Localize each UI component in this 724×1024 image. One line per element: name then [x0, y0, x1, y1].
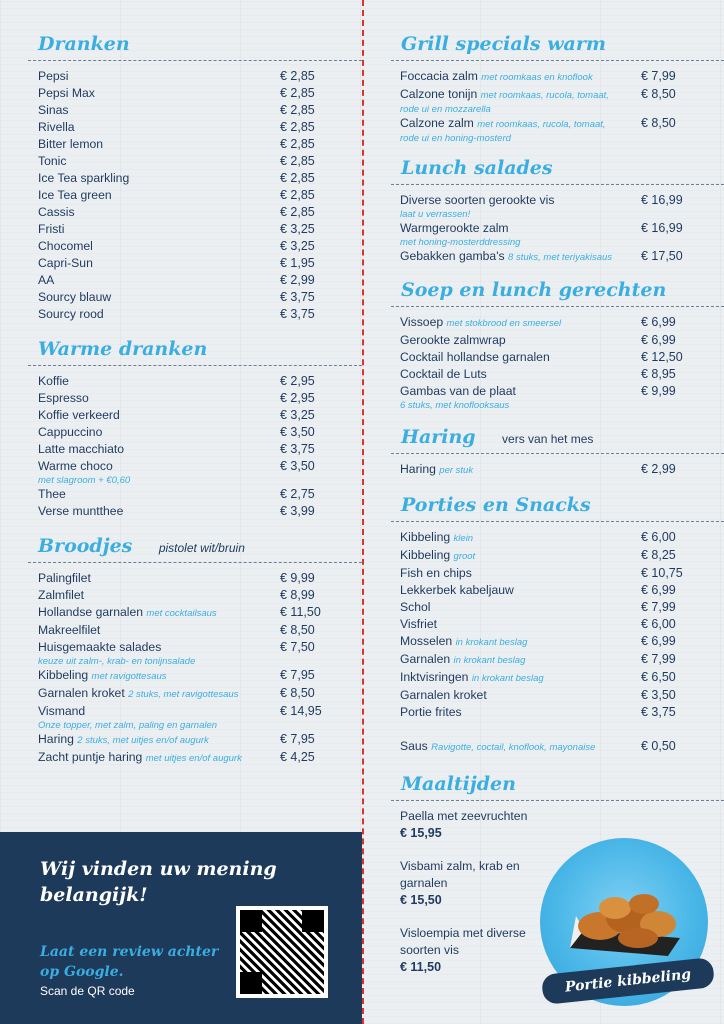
item-price: € 2,85: [280, 205, 315, 219]
item-name: Ice Tea sparkling: [38, 171, 130, 185]
scan-text: Scan de QR code: [40, 984, 135, 998]
item-name: Huisgemaakte salades: [38, 640, 162, 654]
item-price: € 7,95: [280, 668, 315, 682]
item-price: € 8,50: [280, 686, 315, 700]
review-title: Wij vinden uw mening belangijk!: [40, 858, 277, 906]
item-note: klein: [453, 533, 474, 544]
item-name: Haring: [38, 732, 74, 746]
menu-item: [363, 68, 724, 86]
section-title: Grill specials warm: [401, 33, 606, 55]
review-cta: Laat een review achter op Google.: [40, 944, 219, 980]
item-name: Koffie verkeerd: [38, 408, 120, 422]
item-name: Thee: [38, 487, 66, 501]
menu-item: [0, 749, 362, 767]
left-column: [0, 0, 362, 767]
item-price: € 3,75: [280, 290, 315, 304]
section-title: Haring: [401, 426, 476, 448]
item-price: € 2,85: [280, 103, 315, 117]
item-name: Fish en chips: [400, 566, 472, 580]
menu-item: [0, 486, 362, 503]
item-price: € 7,95: [280, 732, 315, 746]
item-price: € 6,99: [641, 634, 676, 648]
section-title: Lunch salades: [401, 157, 553, 179]
item-name: Sinas: [38, 103, 69, 117]
item-subnote: Onze topper, met zalm, paling en garnalen: [38, 720, 218, 731]
item-price: € 2,85: [280, 69, 315, 83]
section-subtitle: vers van het mes: [502, 432, 594, 446]
item-name: Calzone zalm: [400, 116, 474, 130]
item-price: € 2,95: [280, 391, 315, 405]
item-name: Gebakken gamba's: [400, 249, 505, 263]
item-name: Latte macchiato: [38, 442, 125, 456]
item-subnote: met slagroom + €0,60: [38, 475, 131, 486]
menu-item: [0, 503, 362, 520]
divider: [391, 800, 724, 801]
menu-item: [363, 220, 724, 248]
item-price: € 11,50: [280, 605, 321, 619]
item-name: Lekkerbek kabeljauw: [400, 583, 514, 597]
item-name: Visbami zalm, krab en garnalen: [400, 859, 520, 890]
menu-item: [363, 599, 724, 616]
item-price: € 2,85: [280, 86, 315, 100]
item-price: € 3,75: [280, 307, 315, 321]
item-price: € 8,50: [641, 87, 676, 101]
item-note: in krokant beslag: [453, 655, 526, 666]
item-price: € 6,99: [641, 583, 676, 597]
qr-code[interactable]: [236, 906, 328, 998]
item-price: € 2,85: [280, 120, 315, 134]
item-note: 2 stuks, met ravigottesaus: [128, 689, 239, 700]
item-price: € 6,99: [641, 333, 676, 347]
item-price: € 15,95: [400, 826, 442, 840]
item-name: Kibbeling: [400, 548, 451, 562]
item-price: € 6,50: [641, 670, 676, 684]
divider: [391, 184, 724, 185]
item-note: met ravigottesaus: [91, 671, 167, 682]
menu-item: [363, 633, 724, 651]
item-price: € 15,50: [400, 893, 442, 907]
item-price: € 10,75: [641, 566, 683, 580]
item-price: € 2,85: [280, 154, 315, 168]
menu-item: [363, 115, 724, 144]
item-subnote: laat u verrassen!: [400, 209, 471, 220]
item-price: € 3,75: [641, 705, 676, 719]
item-name: Haring: [400, 462, 436, 476]
item-subnote: keuze uit zalm-, krab- en tonijnsalade: [38, 656, 196, 667]
item-name: Pepsi Max: [38, 86, 95, 100]
item-note: met roomkaas en knoflook: [481, 72, 593, 83]
item-price: € 7,99: [641, 652, 676, 666]
menu-item: [0, 373, 362, 390]
section-title: Dranken: [38, 33, 130, 55]
item-name: Garnalen kroket: [38, 686, 125, 700]
menu-item: [0, 424, 362, 441]
item-note: met uitjes en/of augurk: [145, 753, 242, 764]
item-note: 2 stuks, met uitjes en/of augurk: [77, 735, 209, 746]
menu-item: [0, 170, 362, 187]
menu-item: [363, 248, 724, 266]
section-haring: [363, 423, 724, 479]
item-price: € 9,99: [641, 384, 676, 398]
item-price: € 17,50: [641, 249, 683, 263]
item-price: € 3,50: [641, 688, 676, 702]
item-subnote: 6 stuks, met knoflooksaus: [400, 400, 510, 411]
item-note: in krokant beslag: [455, 637, 528, 648]
item-price: € 6,99: [641, 315, 676, 329]
item-price: € 8,95: [641, 367, 676, 381]
item-name: Garnalen kroket: [400, 688, 487, 702]
item-price: € 1,95: [280, 256, 315, 270]
menu-item: [363, 383, 724, 411]
section-title: Maaltijden: [401, 773, 516, 795]
menu-item-saus: [363, 738, 724, 756]
section-grill-specials: [363, 30, 724, 144]
menu-item: [0, 407, 362, 424]
menu-item: [0, 238, 362, 255]
item-name: Zalmfilet: [38, 588, 85, 602]
item-price: € 2,85: [280, 137, 315, 151]
photo-banner: Portie kibbeling: [541, 957, 715, 1005]
item-price: € 2,75: [280, 487, 315, 501]
item-name: Fristi: [38, 222, 65, 236]
item-price: € 8,50: [641, 116, 676, 130]
item-note: 8 stuks, met teriyakisaus: [508, 252, 613, 263]
item-price: € 3,25: [280, 408, 315, 422]
item-price: € 7,50: [280, 640, 315, 654]
menu-item: [363, 651, 724, 669]
item-name: Cocktail de Luts: [400, 367, 487, 381]
menu-item: [363, 547, 724, 565]
divider: [391, 306, 724, 307]
section-dranken: [0, 30, 362, 323]
item-name: Chocomel: [38, 239, 93, 253]
item-name: Espresso: [38, 391, 89, 405]
section-warme-dranken: [0, 335, 362, 520]
menu-item: [0, 187, 362, 204]
item-name: Saus: [400, 739, 428, 753]
item-price: € 16,99: [641, 221, 683, 235]
item-name: Pepsi: [38, 69, 69, 83]
item-price: € 11,50: [400, 960, 442, 974]
item-note: met roomkaas, rucola, tomaat,: [480, 90, 609, 101]
divider: [28, 365, 362, 366]
item-name: Garnalen: [400, 652, 451, 666]
menu-item: [0, 85, 362, 102]
item-name: Sourcy blauw: [38, 290, 112, 304]
kibbeling-photo: [540, 838, 712, 1010]
divider: [391, 453, 724, 454]
menu-item: [0, 119, 362, 136]
item-price: € 12,50: [641, 350, 683, 364]
review-panel: [0, 832, 362, 1024]
section-soep: [363, 276, 724, 411]
menu-item: [0, 221, 362, 238]
item-name: Vismand: [38, 704, 86, 718]
item-name: Vissoep: [400, 315, 444, 329]
section-broodjes: [0, 532, 362, 767]
item-price: € 8,50: [280, 623, 315, 637]
divider: [391, 521, 724, 522]
item-name: Tonic: [38, 154, 67, 168]
item-note: met roomkaas, rucola, tomaat,: [477, 119, 606, 130]
item-price: € 14,95: [280, 704, 322, 718]
item-price: € 2,99: [641, 462, 676, 476]
menu-item: [363, 529, 724, 547]
item-price: € 4,25: [280, 750, 315, 764]
menu-item: [0, 306, 362, 323]
menu-item: [0, 622, 362, 639]
item-name: Warmgerookte zalm: [400, 221, 509, 235]
item-name: Portie frites: [400, 705, 462, 719]
item-note: per stuk: [439, 465, 474, 476]
item-price: € 7,99: [641, 600, 676, 614]
section-title: Soep en lunch gerechten: [401, 279, 667, 301]
menu-item: [363, 565, 724, 582]
item-price: € 3,50: [280, 425, 315, 439]
item-name: Diverse soorten gerookte vis: [400, 193, 555, 207]
item-price: € 2,85: [280, 171, 315, 185]
menu-item: [363, 687, 724, 704]
menu-item: [0, 587, 362, 604]
item-name: Visfriet: [400, 617, 438, 631]
menu-item: [363, 349, 724, 366]
menu-item: [363, 86, 724, 115]
menu-item: [0, 102, 362, 119]
item-name: Calzone tonijn: [400, 87, 478, 101]
menu-item: [0, 639, 362, 667]
item-note: in krokant beslag: [471, 673, 544, 684]
item-name: Capri-Sun: [38, 256, 93, 270]
item-name: Schol: [400, 600, 431, 614]
item-price: € 7,99: [641, 69, 676, 83]
item-price: € 3,75: [280, 442, 315, 456]
item-price: € 6,00: [641, 617, 676, 631]
item-name: Verse muntthee: [38, 504, 124, 518]
item-subnote: rode ui en mozzarella: [400, 104, 491, 115]
item-note: met cocktailsaus: [146, 608, 217, 619]
item-name: Visloempia met diverse soorten vis: [400, 926, 526, 957]
menu-item: [363, 461, 724, 479]
item-price: € 0,50: [641, 739, 676, 753]
item-price: € 3,25: [280, 239, 315, 253]
item-price: € 8,25: [641, 548, 676, 562]
menu-item: [363, 332, 724, 349]
menu-item: [363, 616, 724, 633]
menu-item: [0, 685, 362, 703]
item-note: groot: [453, 551, 476, 562]
menu-item: [0, 604, 362, 622]
section-title: Porties en Snacks: [401, 494, 591, 516]
item-price: € 2,95: [280, 374, 315, 388]
item-name: Koffie: [38, 374, 69, 388]
divider: [391, 60, 724, 61]
divider: [28, 60, 362, 61]
item-price: € 6,00: [641, 530, 676, 544]
item-name: Gambas van de plaat: [400, 384, 516, 398]
menu-item: [0, 204, 362, 221]
menu-item: [0, 667, 362, 685]
item-name: Ice Tea green: [38, 188, 112, 202]
item-subnote: met honing-mosterddressing: [400, 237, 521, 248]
section-title: Broodjes: [38, 535, 133, 557]
item-note: Ravigotte, coctail, knoflook, mayonaise: [431, 742, 596, 753]
item-price: € 2,85: [280, 188, 315, 202]
divider: [28, 562, 362, 563]
item-name: Foccacia zalm: [400, 69, 478, 83]
item-price: € 3,50: [280, 459, 315, 473]
item-price: € 8,99: [280, 588, 315, 602]
item-name: Kibbeling: [400, 530, 451, 544]
item-name: Mosselen: [400, 634, 453, 648]
item-name: Warme choco: [38, 459, 113, 473]
item-name: Cassis: [38, 205, 75, 219]
meal-item: [400, 925, 540, 976]
menu-item: [0, 703, 362, 731]
item-name: Palingfilet: [38, 571, 91, 585]
qr-code-pattern-icon: [240, 910, 324, 994]
menu-item: [0, 153, 362, 170]
item-price: € 9,99: [280, 571, 315, 585]
item-price: € 3,25: [280, 222, 315, 236]
item-name: Kibbeling: [38, 668, 89, 682]
menu-item: [0, 272, 362, 289]
menu-item: [0, 68, 362, 85]
item-name: Hollandse garnalen: [38, 605, 144, 619]
item-price: € 3,99: [280, 504, 315, 518]
item-name: Makreelfilet: [38, 623, 101, 637]
section-lunch-salades: [363, 154, 724, 266]
menu-item: [0, 289, 362, 306]
menu-item: [363, 314, 724, 332]
item-name: Cocktail hollandse garnalen: [400, 350, 550, 364]
section-title: Warme dranken: [38, 338, 208, 360]
item-name: Rivella: [38, 120, 75, 134]
meal-item: [400, 808, 540, 842]
section-porties: [363, 491, 724, 756]
item-name: Bitter lemon: [38, 137, 104, 151]
menu-item: [0, 458, 362, 486]
meal-item: [400, 858, 540, 909]
menu-item: [0, 390, 362, 407]
menu-item: [0, 570, 362, 587]
item-name: Paella met zeevruchten: [400, 809, 528, 823]
menu-item: [0, 255, 362, 272]
menu-item: [363, 192, 724, 220]
item-subnote: rode ui en honing-mosterd: [400, 133, 511, 144]
item-name: AA: [38, 273, 55, 287]
menu-item: [363, 366, 724, 383]
menu-item: [0, 441, 362, 458]
item-price: € 16,99: [641, 193, 683, 207]
menu-item: [0, 136, 362, 153]
item-name: Sourcy rood: [38, 307, 104, 321]
menu-item: [363, 704, 724, 721]
item-name: Zacht puntje haring: [38, 750, 143, 764]
item-name: Inktvisringen: [400, 670, 469, 684]
item-name: Gerookte zalmwrap: [400, 333, 506, 347]
item-note: met stokbrood en smeersel: [446, 318, 562, 329]
item-name: Cappuccino: [38, 425, 103, 439]
menu-item: [363, 582, 724, 599]
menu-item: [363, 669, 724, 687]
section-subtitle: pistolet wit/bruin: [158, 541, 245, 555]
menu-item: [0, 731, 362, 749]
item-price: € 2,99: [280, 273, 315, 287]
